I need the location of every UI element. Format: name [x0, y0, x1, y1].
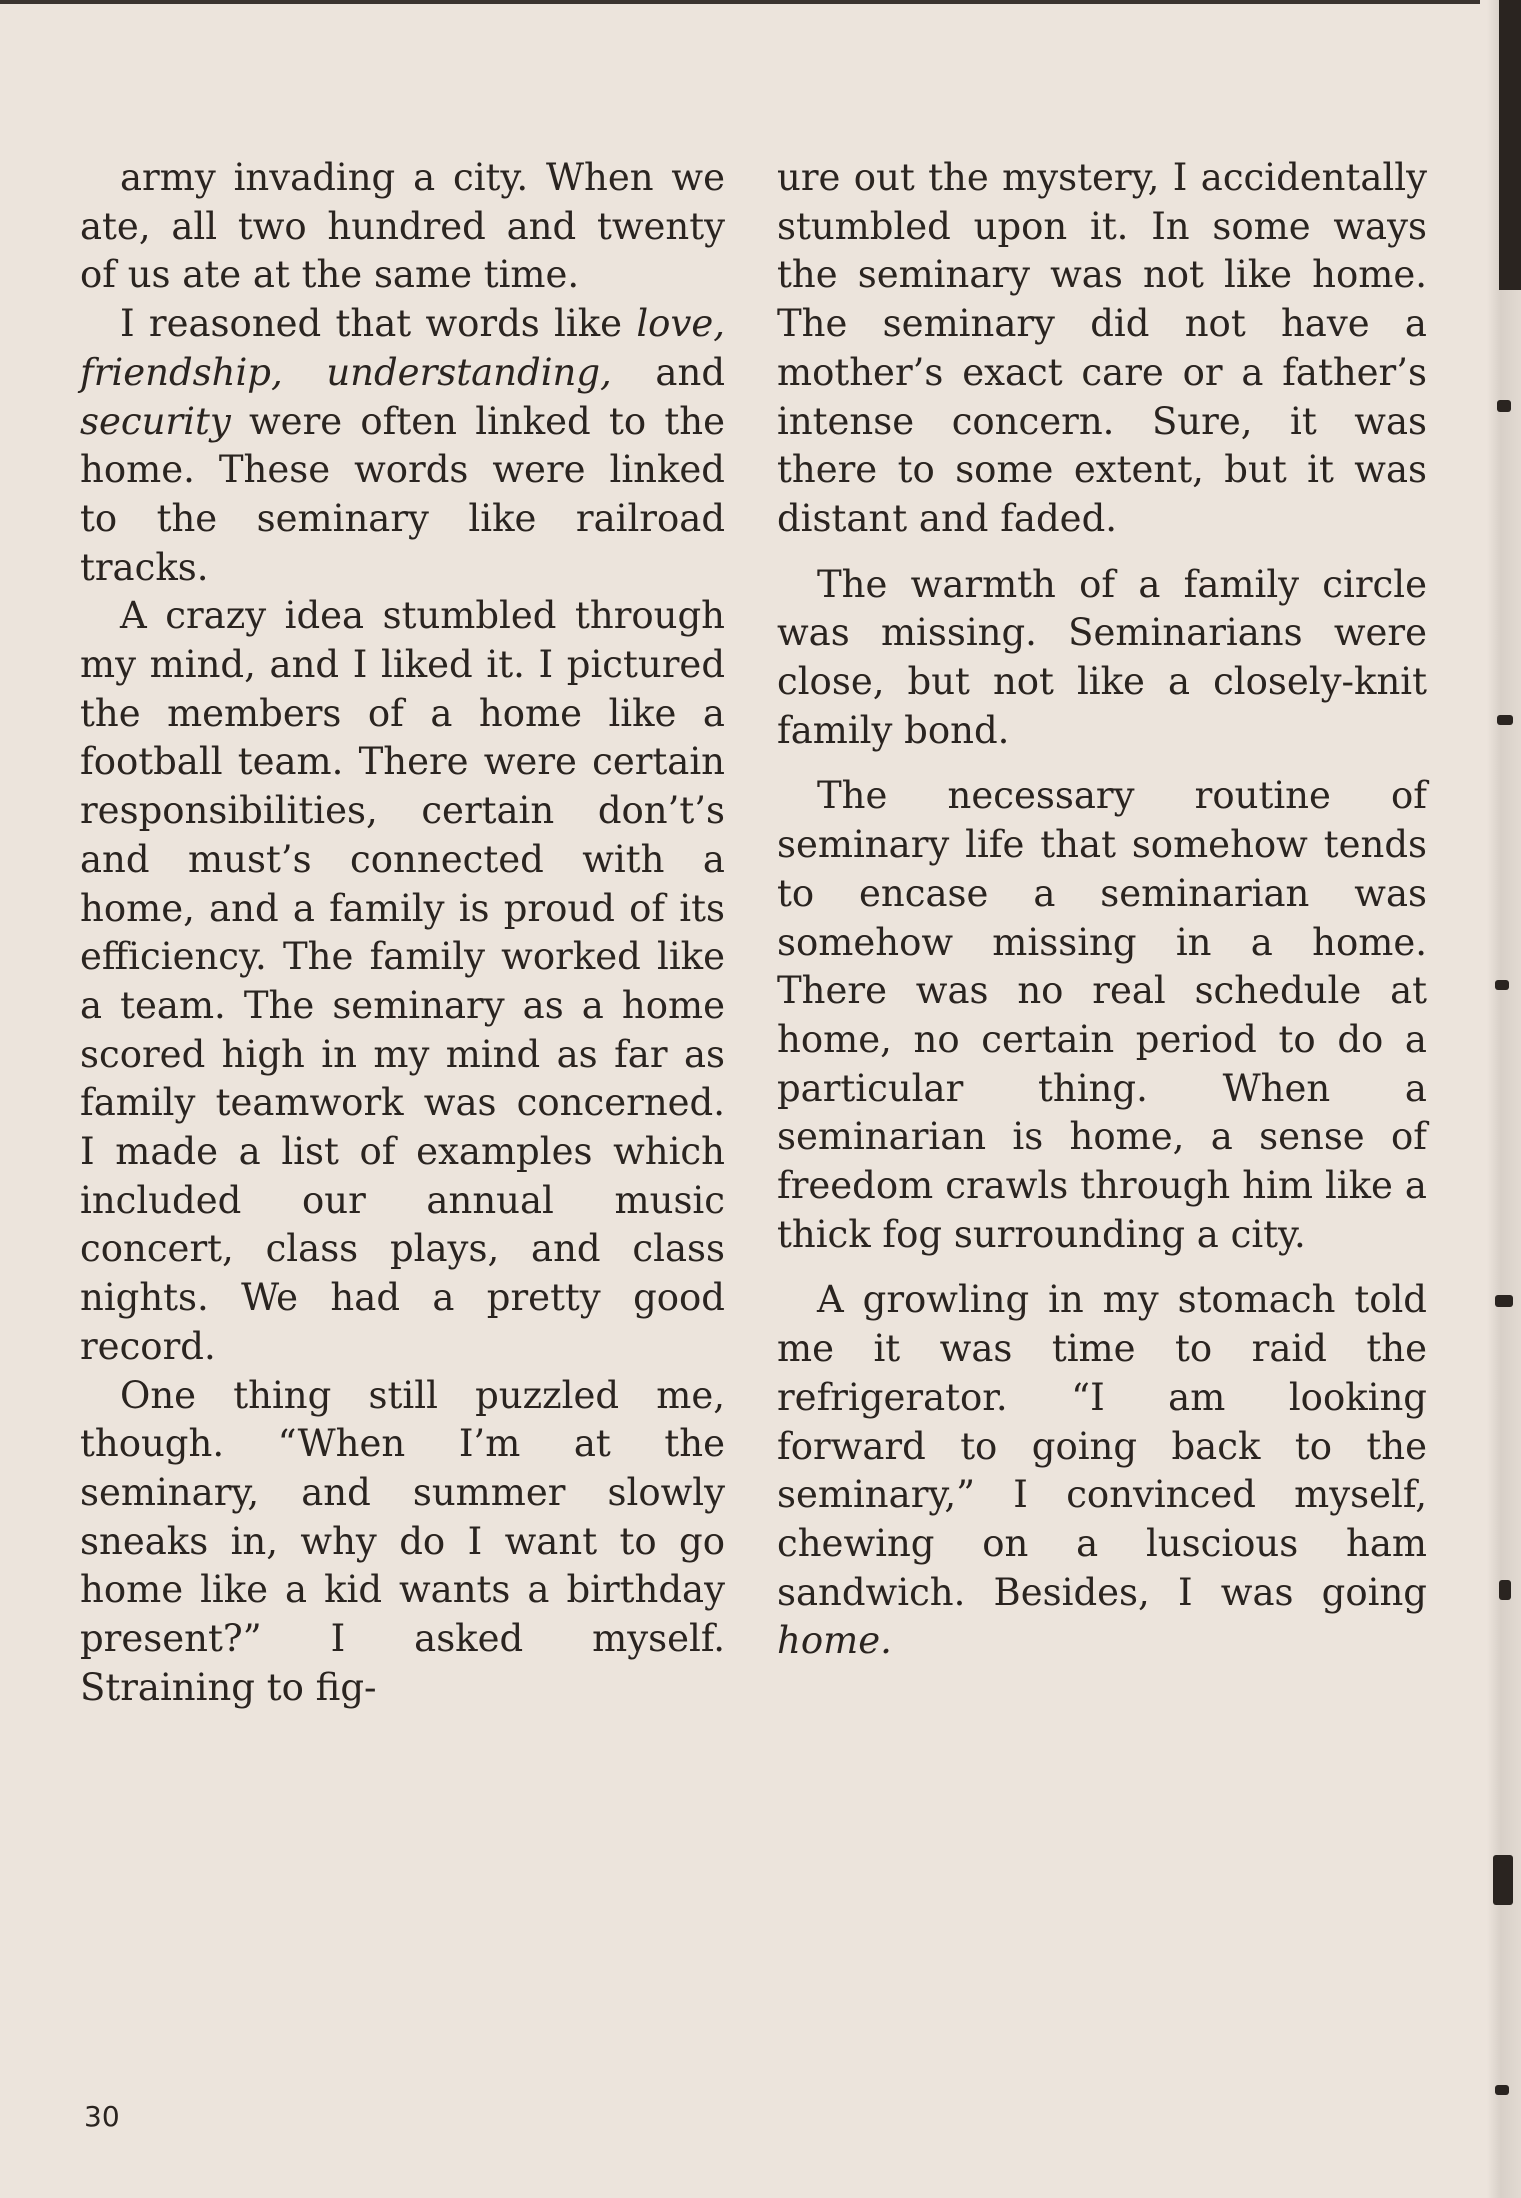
left-column [80, 154, 725, 1713]
page-edge-damage [1499, 0, 1521, 290]
paragraph: army invading a city. When we ate, all two hundred and twenty of us ate at the same time. [80, 156, 725, 297]
paragraph: ure out the mystery, I accidentally stumbled upon it. In some ways the seminary was not like home. The seminary did not have a mother’s exact care or a father’s intense concern. Sure, it was there to some extent, but it was distant and faded. [777, 156, 1427, 540]
edge-mark [1493, 1855, 1513, 1905]
top-rule [0, 0, 1480, 4]
edge-mark [1497, 715, 1513, 725]
edge-mark [1499, 1580, 1511, 1600]
paragraph: The warmth of a family circle was missing. Seminarians were close, but not like a closely-knit family bond. [777, 562, 1427, 752]
paragraph: A growling in my stomach told me it was time to raid the refrigerator. “I am looking forward to going back to the seminary,” I convinced myself, chewing on a luscious ham sandwich. Besides, I was going home. [777, 1278, 1427, 1663]
right-column [777, 154, 1427, 1666]
page-number: 30 [84, 2100, 120, 2133]
edge-mark [1495, 980, 1509, 990]
paragraph: A crazy idea stumbled through my mind, and I liked it. I pictured the members of a home like a football team. There were certain responsibilities, certain don’t’s and must’s connected with a home, and a family is proud of its efficiency. The family worked like a team. The seminary as a home scored high in my mind as far as family teamwork was concerned. I made a list of examples which included our annual music concert, class plays, and class nights. We had a pretty good record. [80, 594, 725, 1368]
paragraph: The necessary routine of seminary life that somehow tends to encase a seminarian was somehow missing in a home. There was no real schedule at home, no certain period to do a particular thing. When a seminarian is home, a sense of freedom crawls through him like a thick fog surrounding a city. [777, 774, 1427, 1256]
edge-mark [1497, 400, 1511, 412]
edge-mark [1495, 2085, 1509, 2095]
paragraph: I reasoned that words like love, friendship, understanding, and security were often linked to the home. These words were linked to the seminary like railroad tracks. [80, 302, 725, 589]
edge-mark [1495, 1295, 1513, 1307]
paragraph: One thing still puzzled me, though. “When I’m at the seminary, and summer slowly sneaks in, why do I want to go home like a kid wants a birthday present?” I asked myself. Straining to fig- [80, 1373, 725, 1709]
